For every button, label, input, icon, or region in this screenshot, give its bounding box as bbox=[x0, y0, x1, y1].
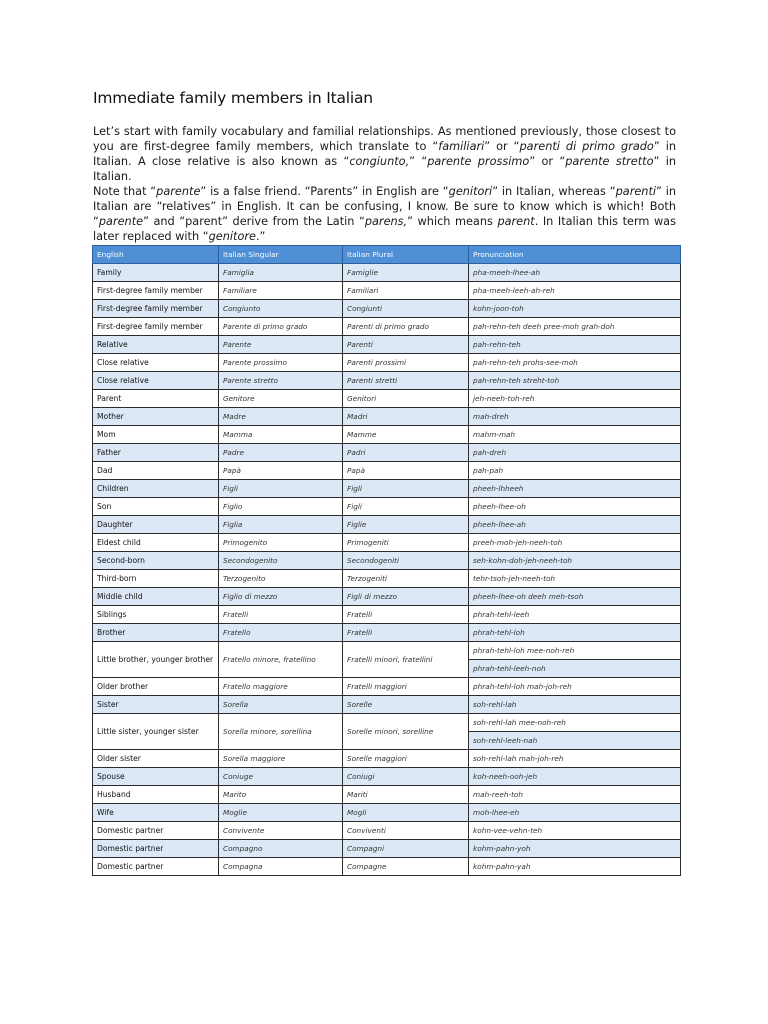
italic-term: parent bbox=[497, 215, 535, 228]
italian-singular-cell: Compagna bbox=[219, 858, 343, 876]
pronunciation-cell: phrah-tehl-loh bbox=[469, 624, 681, 642]
italian-singular-cell: Familiare bbox=[219, 282, 343, 300]
pronunciation-cell: soh-rehl-lah mah-joh-reh bbox=[469, 750, 681, 768]
italian-plural-cell: Padri bbox=[343, 444, 469, 462]
table-row bbox=[93, 624, 681, 642]
pronunciation-cell: pah-rehn-teh prohs-see-moh bbox=[469, 354, 681, 372]
italic-term: parente prossimo bbox=[427, 155, 530, 168]
pronunciation-cell: soh-rehl-lah mee-noh-reh bbox=[469, 714, 681, 732]
english-cell: Older brother bbox=[93, 678, 219, 696]
english-cell: Third-born bbox=[93, 570, 219, 588]
paragraph-text: ” is a false friend. “Parents” in English are “ bbox=[200, 185, 449, 198]
italian-singular-cell: Convivente bbox=[219, 822, 343, 840]
italian-singular-cell: Secondogenito bbox=[219, 552, 343, 570]
italian-plural-cell: Mamme bbox=[343, 426, 469, 444]
table-row bbox=[93, 336, 681, 354]
italian-singular-cell: Fratello bbox=[219, 624, 343, 642]
pronunciation-cell: pah-rehn-teh bbox=[469, 336, 681, 354]
italian-plural-cell: Sorelle minori, sorelline bbox=[343, 714, 469, 750]
pronunciation-cell: pheeh-lhee-ah bbox=[469, 516, 681, 534]
italian-plural-cell: Congiunti bbox=[343, 300, 469, 318]
italian-plural-cell: Coniugi bbox=[343, 768, 469, 786]
italic-term: parenti di primo grado bbox=[519, 140, 654, 153]
italian-plural-cell: Figli di mezzo bbox=[343, 588, 469, 606]
english-cell: Brother bbox=[93, 624, 219, 642]
paragraph-text: .” bbox=[255, 230, 266, 243]
pronunciation-cell: pha-meeh-lhee-ah bbox=[469, 264, 681, 282]
table-row bbox=[93, 786, 681, 804]
table-row bbox=[93, 318, 681, 336]
italian-singular-cell: Primogenito bbox=[219, 534, 343, 552]
english-cell: Mother bbox=[93, 408, 219, 426]
pronunciation-cell: tehr-tsoh-jeh-neeh-toh bbox=[469, 570, 681, 588]
english-cell: Family bbox=[93, 264, 219, 282]
italian-singular-cell: Parente bbox=[219, 336, 343, 354]
italian-plural-cell: Terzogeniti bbox=[343, 570, 469, 588]
italian-plural-cell: Fratelli bbox=[343, 606, 469, 624]
italic-term: congiunto, bbox=[349, 155, 410, 168]
table-row bbox=[93, 498, 681, 516]
english-cell: First-degree family member bbox=[93, 282, 219, 300]
italian-singular-cell: Fratelli bbox=[219, 606, 343, 624]
paragraph-text: ” or “ bbox=[529, 155, 566, 168]
italian-plural-cell: Genitori bbox=[343, 390, 469, 408]
italian-singular-cell: Figlia bbox=[219, 516, 343, 534]
table-row bbox=[93, 480, 681, 498]
italian-singular-cell: Figli bbox=[219, 480, 343, 498]
italian-singular-cell: Moglie bbox=[219, 804, 343, 822]
pronunciation-cell: phrah-tehl-leeh bbox=[469, 606, 681, 624]
italian-singular-cell: Fratello minore, fratellino bbox=[219, 642, 343, 678]
pronunciation-cell: phrah-tehl-loh mee-noh-reh bbox=[469, 642, 681, 660]
italian-singular-cell: Figlio bbox=[219, 498, 343, 516]
english-cell: Mom bbox=[93, 426, 219, 444]
header-pronunciation: Pronunciation bbox=[469, 246, 681, 264]
table-header-row bbox=[93, 246, 681, 264]
table-body bbox=[93, 264, 681, 876]
table-row bbox=[93, 444, 681, 462]
italian-singular-cell: Coniuge bbox=[219, 768, 343, 786]
italian-plural-cell: Sorelle maggiori bbox=[343, 750, 469, 768]
table-row bbox=[93, 534, 681, 552]
table-row bbox=[93, 408, 681, 426]
italic-term: parente stretto bbox=[565, 155, 654, 168]
english-cell: Close relative bbox=[93, 372, 219, 390]
english-cell: Domestic partner bbox=[93, 822, 219, 840]
english-cell: Little sister, younger sister bbox=[93, 714, 219, 750]
italian-plural-cell: Secondogeniti bbox=[343, 552, 469, 570]
table-row bbox=[93, 462, 681, 480]
paragraph-text: ” in Italian. bbox=[93, 155, 677, 183]
table-row bbox=[93, 768, 681, 786]
english-cell: First-degree family member bbox=[93, 300, 219, 318]
pronunciation-cell: pah-rehn-teh streht-toh bbox=[469, 372, 681, 390]
english-cell: Dad bbox=[93, 462, 219, 480]
table-row bbox=[93, 300, 681, 318]
page-title: Immediate family members in Italian bbox=[93, 89, 373, 107]
italian-plural-cell: Compagni bbox=[343, 840, 469, 858]
pronunciation-cell: pheeh-lhee-oh bbox=[469, 498, 681, 516]
italian-singular-cell: Parente stretto bbox=[219, 372, 343, 390]
english-cell: Father bbox=[93, 444, 219, 462]
paragraph-text: Let’s start with family vocabulary and familial relationships. As mentioned previously, those closest to you are first-degree family members, which translate to “ bbox=[93, 125, 676, 153]
italian-plural-cell: Parenti bbox=[343, 336, 469, 354]
italian-plural-cell: Parenti stretti bbox=[343, 372, 469, 390]
italian-plural-cell: Parenti prossimi bbox=[343, 354, 469, 372]
pronunciation-cell: jeh-neeh-toh-reh bbox=[469, 390, 681, 408]
table-row bbox=[93, 282, 681, 300]
italian-plural-cell: Fratelli maggiori bbox=[343, 678, 469, 696]
italian-plural-cell: Figli bbox=[343, 498, 469, 516]
italian-singular-cell: Genitore bbox=[219, 390, 343, 408]
italian-singular-cell: Parente di primo grado bbox=[219, 318, 343, 336]
italian-singular-cell: Terzogenito bbox=[219, 570, 343, 588]
paragraph-text: Note that “ bbox=[93, 185, 157, 198]
pronunciation-cell: koh-neeh-ooh-jeh bbox=[469, 768, 681, 786]
italian-plural-cell: Familiari bbox=[343, 282, 469, 300]
italic-term: parente bbox=[98, 215, 144, 228]
italian-singular-cell: Padre bbox=[219, 444, 343, 462]
paragraph-text: ” and “parent” derive from the Latin “ bbox=[143, 215, 365, 228]
italic-term: genitori bbox=[448, 185, 493, 198]
family-vocabulary-table bbox=[92, 245, 681, 876]
italian-plural-cell: Famiglie bbox=[343, 264, 469, 282]
pronunciation-cell: pah-rehn-teh deeh pree-moh grah-doh bbox=[469, 318, 681, 336]
pronunciation-cell: mah-dreh bbox=[469, 408, 681, 426]
header-italian-singular: Italian Singular bbox=[219, 246, 343, 264]
italian-plural-cell: Sorelle bbox=[343, 696, 469, 714]
italian-plural-cell: Fratelli minori, fratellini bbox=[343, 642, 469, 678]
italian-plural-cell: Conviventi bbox=[343, 822, 469, 840]
pronunciation-cell: soh-rehl-leeh-nah bbox=[469, 732, 681, 750]
italian-singular-cell: Compagno bbox=[219, 840, 343, 858]
italian-plural-cell: Figli bbox=[343, 480, 469, 498]
false-friend-paragraph bbox=[93, 184, 676, 244]
table-row bbox=[93, 840, 681, 858]
intro-paragraph bbox=[93, 124, 676, 184]
table-row bbox=[93, 606, 681, 624]
italian-plural-cell: Compagne bbox=[343, 858, 469, 876]
paragraph-text: ” or “ bbox=[484, 140, 520, 153]
pronunciation-cell: preeh-moh-jeh-neeh-toh bbox=[469, 534, 681, 552]
pronunciation-cell: pheeh-lhheeh bbox=[469, 480, 681, 498]
table-row bbox=[93, 750, 681, 768]
paragraph-text: ” “ bbox=[409, 155, 428, 168]
table-row bbox=[93, 264, 681, 282]
pronunciation-cell: phrah-tehl-loh mah-joh-reh bbox=[469, 678, 681, 696]
pronunciation-cell: pah-dreh bbox=[469, 444, 681, 462]
header-english: English bbox=[93, 246, 219, 264]
english-cell: Children bbox=[93, 480, 219, 498]
table-row bbox=[93, 858, 681, 876]
pronunciation-cell: mah-reeh-toh bbox=[469, 786, 681, 804]
table-row bbox=[93, 516, 681, 534]
italian-singular-cell: Marito bbox=[219, 786, 343, 804]
pronunciation-cell: seh-kohn-doh-jeh-neeh-toh bbox=[469, 552, 681, 570]
english-cell: Close relative bbox=[93, 354, 219, 372]
pronunciation-cell: moh-lhee-eh bbox=[469, 804, 681, 822]
italian-plural-cell: Mogli bbox=[343, 804, 469, 822]
italian-singular-cell: Sorella maggiore bbox=[219, 750, 343, 768]
italian-singular-cell: Mamma bbox=[219, 426, 343, 444]
pronunciation-cell: kohm-pahn-yoh bbox=[469, 840, 681, 858]
english-cell: Son bbox=[93, 498, 219, 516]
english-cell: Eldest child bbox=[93, 534, 219, 552]
italian-singular-cell: Papà bbox=[219, 462, 343, 480]
italic-term: parens, bbox=[364, 215, 408, 228]
english-cell: Older sister bbox=[93, 750, 219, 768]
italic-term: genitore bbox=[208, 230, 256, 243]
pronunciation-cell: mahm-mah bbox=[469, 426, 681, 444]
table-row bbox=[93, 570, 681, 588]
english-cell: Spouse bbox=[93, 768, 219, 786]
table-row bbox=[93, 804, 681, 822]
english-cell: Wife bbox=[93, 804, 219, 822]
english-cell: Husband bbox=[93, 786, 219, 804]
italic-term: familiari bbox=[438, 140, 485, 153]
english-cell: Daughter bbox=[93, 516, 219, 534]
italian-singular-cell: Congiunto bbox=[219, 300, 343, 318]
table-row bbox=[93, 714, 681, 732]
english-cell: Little brother, younger brother bbox=[93, 642, 219, 678]
english-cell: Domestic partner bbox=[93, 858, 219, 876]
pronunciation-cell: kohn-joon-toh bbox=[469, 300, 681, 318]
table-row bbox=[93, 426, 681, 444]
italian-plural-cell: Fratelli bbox=[343, 624, 469, 642]
italian-plural-cell: Primogeniti bbox=[343, 534, 469, 552]
english-cell: Parent bbox=[93, 390, 219, 408]
table-row bbox=[93, 552, 681, 570]
english-cell: First-degree family member bbox=[93, 318, 219, 336]
table-row bbox=[93, 588, 681, 606]
italian-plural-cell: Parenti di primo grado bbox=[343, 318, 469, 336]
table-row bbox=[93, 678, 681, 696]
english-cell: Siblings bbox=[93, 606, 219, 624]
paragraph-text: ” in Italian. A close relative is also known as “ bbox=[93, 140, 676, 168]
table-row bbox=[93, 354, 681, 372]
table-row bbox=[93, 390, 681, 408]
italian-singular-cell: Fratello maggiore bbox=[219, 678, 343, 696]
pronunciation-cell: kohn-vee-vehn-teh bbox=[469, 822, 681, 840]
english-cell: Domestic partner bbox=[93, 840, 219, 858]
italic-term: parente bbox=[156, 185, 201, 198]
italian-singular-cell: Figlio di mezzo bbox=[219, 588, 343, 606]
italian-singular-cell: Madre bbox=[219, 408, 343, 426]
italian-singular-cell: Parente prossimo bbox=[219, 354, 343, 372]
english-cell: Sister bbox=[93, 696, 219, 714]
italian-singular-cell: Sorella bbox=[219, 696, 343, 714]
paragraph-text: ” in Italian are “relatives” in English. It can be confusing, I know. Be sure to know which is which! Both “ bbox=[93, 185, 676, 228]
english-cell: Second-born bbox=[93, 552, 219, 570]
pronunciation-cell: pah-pah bbox=[469, 462, 681, 480]
paragraph-text: . In Italian this term was later replaced with “ bbox=[93, 215, 676, 243]
english-cell: Middle child bbox=[93, 588, 219, 606]
pronunciation-cell: pheeh-lhee-oh deeh meh-tsoh bbox=[469, 588, 681, 606]
pronunciation-cell: pha-meeh-leeh-ah-reh bbox=[469, 282, 681, 300]
italian-singular-cell: Famiglia bbox=[219, 264, 343, 282]
italian-plural-cell: Papà bbox=[343, 462, 469, 480]
italian-plural-cell: Mariti bbox=[343, 786, 469, 804]
table-row bbox=[93, 642, 681, 660]
italian-singular-cell: Sorella minore, sorellina bbox=[219, 714, 343, 750]
italian-plural-cell: Madri bbox=[343, 408, 469, 426]
paragraph-text: ” which means bbox=[407, 215, 498, 228]
italic-term: parenti bbox=[615, 185, 657, 198]
table-row bbox=[93, 696, 681, 714]
english-cell: Relative bbox=[93, 336, 219, 354]
pronunciation-cell: kohm-pahn-yah bbox=[469, 858, 681, 876]
pronunciation-cell: phrah-tehl-leeh-noh bbox=[469, 660, 681, 678]
table-row bbox=[93, 372, 681, 390]
paragraph-text: ” in Italian, whereas “ bbox=[492, 185, 616, 198]
header-italian-plural: Italian Plural bbox=[343, 246, 469, 264]
table-row bbox=[93, 822, 681, 840]
pronunciation-cell: soh-rehl-lah bbox=[469, 696, 681, 714]
italian-plural-cell: Figlie bbox=[343, 516, 469, 534]
